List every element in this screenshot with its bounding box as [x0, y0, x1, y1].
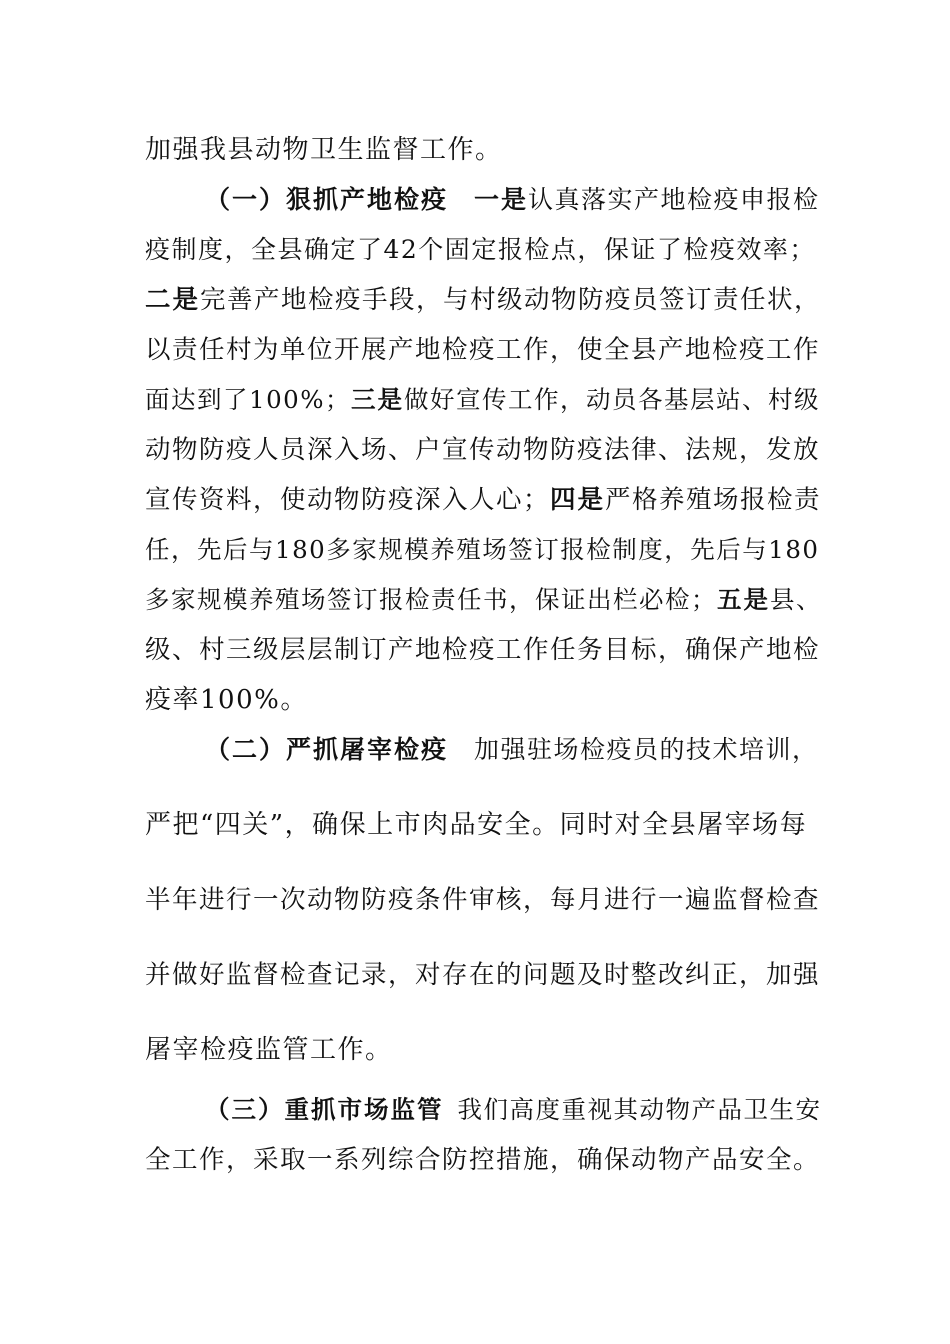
section1-lead-4: 四是 [550, 485, 606, 515]
section2-text-5: 屠宰检疫监管工作。 [145, 1035, 393, 1065]
section1-line-6 [145, 433, 825, 467]
section2-text-2: 严把“四关”，确保上市肉品安全。同时对全县屠宰场每 [145, 810, 808, 840]
section1-text-10: 级、村三级层层制订产地检疫工作任务目标，确保产地检 [145, 635, 821, 665]
section1-line-3 [145, 283, 825, 317]
section1-text-11: 疫率100%。 [145, 685, 308, 715]
section1-line-11 [145, 683, 825, 717]
section1-line-9 [145, 583, 825, 617]
section1-lead-1: 一是 [474, 185, 529, 214]
section2-line-4 [145, 958, 825, 992]
section2-text-1: 加强驻场检疫员的技术培训， [474, 735, 819, 764]
section1-text-7b: 严格养殖场报检责 [605, 485, 822, 515]
section1-lead-3: 三是 [351, 385, 405, 414]
section3-text-2: 全工作，采取一系列综合防控措施，确保动物产品安全。 [145, 1145, 821, 1175]
section1-text-2: 疫制度，全县确定了42个固定报检点，保证了检疫效率； [145, 235, 816, 264]
section2-text-4: 并做好监督检查记录，对存在的问题及时整改纠正，加强 [145, 960, 821, 990]
section1-heading: （一）狠抓产地检疫 [205, 185, 449, 214]
section1-lead-5: 五是 [717, 585, 770, 614]
section2-line-3 [145, 883, 825, 917]
section1-line-5 [145, 383, 825, 417]
section2-text-3: 半年进行一次动物防疫条件审核，每月进行一遍监督检查 [145, 885, 821, 915]
section2-first-line [205, 733, 825, 767]
section1-text-5: 面达到了100%； [145, 385, 352, 414]
section1-text-1: 认真落实产地检疫申报检 [528, 185, 820, 214]
section3-text-1: 我们高度重视其动物产品卫生安 [457, 1095, 822, 1124]
section3-line-2 [145, 1143, 825, 1177]
section3-heading: （三）重抓市场监管 [205, 1095, 444, 1124]
section2-heading: （二）严抓屠宰检疫 [205, 735, 449, 764]
section1-text-6: 动物防疫人员深入场、户宣传动物防疫法律、法规，发放 [145, 435, 821, 465]
section1-text-5b: 做好宣传工作，动员各基层站、村级 [404, 385, 821, 414]
section1-line-7 [145, 483, 825, 517]
section1-text-4: 以责任村为单位开展产地检疫工作，使全县产地检疫工作 [145, 335, 821, 365]
section1-text-8: 任，先后与180多家规模养殖场签订报检制度，先后与180 [145, 535, 820, 564]
section1-line-4 [145, 333, 825, 367]
section1-line-10 [145, 633, 825, 667]
section1-first-line [205, 183, 825, 217]
section1-lead-2: 二是 [145, 285, 201, 315]
intro-text: 加强我县动物卫生监督工作。 [145, 135, 503, 165]
section1-text-9: 多家规模养殖场签订报检责任书，保证出栏必检； [145, 585, 717, 614]
section1-line-2 [145, 233, 825, 267]
section1-text-9b: 县、 [770, 585, 822, 614]
intro-line [145, 133, 825, 167]
section3-first-line [205, 1093, 825, 1127]
section1-line-8 [145, 533, 825, 567]
section1-text-3: 完善产地检疫手段，与村级动物防疫员签订责任状， [200, 285, 822, 315]
section1-text-7: 宣传资料，使动物防疫深入人心； [145, 485, 551, 515]
section2-line-5 [145, 1033, 825, 1067]
section2-line-2 [145, 808, 825, 842]
